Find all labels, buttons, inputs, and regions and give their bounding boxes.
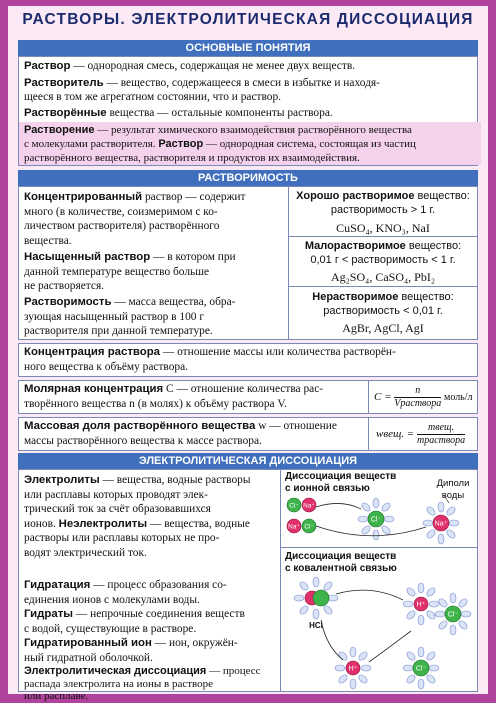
arrow	[316, 503, 361, 509]
definition-solubility: Растворимость — масса вещества, обра- зующая насыщенный раствор в 100 г растворителя при данной температуре.	[24, 296, 236, 337]
definition-electrolytic-dissociation: Электролитическая диссоциация — процесс распада электролита на ионы в растворе или расплаве.	[24, 665, 261, 702]
hydrated-cl-ion-right	[435, 593, 471, 635]
hydrated-na-ion	[423, 502, 459, 544]
well-soluble-heading: Хорошо растворимое вещество: растворимость > 1 г.	[296, 190, 470, 216]
definition-solutes: Растворённые вещества — остальные компоненты раствора.	[24, 107, 333, 119]
insoluble-examples: AgBr, AgCl, AgI	[342, 321, 424, 335]
definition-electrolytes: Электролиты — вещества, водные растворы или расплавы которых проводят элек- трический ток за счёт образовавшихся ионов. Неэлектролиты — вещества, водные растворы или расплавы которых не про- водят электрический ток.	[24, 474, 251, 559]
ion-label: H⁺	[348, 665, 358, 673]
diagram-water-dipoles-label: Диполи воды	[436, 478, 470, 501]
diagram-ionic-title: Диссоциация веществ с ионной связью	[285, 471, 397, 494]
hydrated-cl-ion	[358, 498, 394, 540]
definition-hydrated-ion: Гидратированный ион — ион, окружён- ный гидратной оболочкой.	[24, 637, 238, 664]
diagram-ionic	[281, 495, 477, 547]
hydrated-h-ion-top	[403, 583, 439, 625]
ion-label: Cl⁻	[447, 611, 459, 619]
hydrated-h-ion-bottom	[335, 647, 371, 689]
mass-fraction-formula: wвещ. = $\frac{\text{mвещ.}}{\text{mраствора}}$	[376, 422, 466, 446]
slightly-soluble-examples: Ag₂SO₄, CaSO₄, PbI₂	[330, 270, 436, 284]
poster	[8, 6, 488, 702]
divider	[368, 380, 369, 414]
page-title: РАСТВОРЫ. ЭЛЕКТРОЛИТИЧЕСКАЯ ДИССОЦИАЦИЯ	[22, 11, 474, 28]
ion-label: Cl⁻	[370, 516, 382, 524]
definition-solvent: Растворитель — вещество, содержащееся в смеси в избытке и находя- щееся в том же агрегатном состоянии, что и раствор.	[24, 77, 380, 103]
divider	[289, 286, 478, 287]
definition-concentration: Концентрация раствора — отношение массы или количества растворён- ного вещества к объёму раствора.	[24, 346, 396, 373]
ion-label: H⁺	[416, 601, 426, 609]
insoluble-heading: Нерастворимое вещество: растворимость < 0,01 г.	[312, 291, 454, 317]
arrow	[316, 526, 426, 536]
definition-concentrated: Концентрированный раствор — содержит много (в количестве, соизмеримом с ко- личеством растворителя) растворённого вещества.	[24, 191, 246, 247]
ion-label: Cl⁻	[289, 502, 299, 510]
arrow	[369, 631, 411, 662]
section-header-basic: ОСНОВНЫЕ ПОНЯТИЯ	[18, 40, 478, 56]
ionic-lattice	[287, 498, 316, 533]
hydrated-cl-ion-bottom	[403, 647, 439, 689]
ion-label: Cl⁻	[304, 523, 314, 531]
ion-label: Na⁺	[434, 520, 448, 528]
hcl-molecule	[294, 577, 338, 619]
molar-formula: C = $\frac{n}{\text{Vраствора}}$ моль/л	[374, 385, 473, 409]
definition-solution: Раствор — однородная смесь, содержащая не менее двух веществ.	[24, 60, 356, 72]
divider	[280, 547, 478, 548]
section-header-dissociation: ЭЛЕКТРОЛИТИЧЕСКАЯ ДИССОЦИАЦИЯ	[18, 453, 478, 469]
solubility-divider	[288, 186, 289, 340]
definition-dissolution: Растворение — результат химического взаимодействия растворённого вещества с молекулами растворителя. Раствор — однородная система, состоящая из частиц растворённого вещества, растворителя и продуктов их взаимодействия.	[19, 122, 481, 165]
divider	[368, 417, 369, 451]
hcl-label: HCl	[309, 621, 323, 630]
well-soluble-examples: CuSO₄, KNO₃, NaI	[336, 221, 430, 235]
definition-saturated: Насыщенный раствор — в котором при данной температуре вещество больше не растворяется.	[24, 251, 236, 292]
divider	[289, 236, 478, 237]
section-header-solubility: РАСТВОРИМОСТЬ	[18, 170, 478, 186]
definition-hydration: Гидратация — процесс образования со- единения ионов с молекулами воды.	[24, 579, 227, 606]
diagram-covalent	[281, 576, 477, 691]
ion-label: Na⁺	[288, 523, 300, 531]
definition-hydrates: Гидраты — непрочные соединения веществ с водой, существующие в растворе.	[24, 608, 245, 635]
ion-label: Na⁺	[303, 502, 315, 510]
pointer-line	[441, 495, 449, 503]
ion-label: Cl⁻	[415, 665, 427, 673]
slightly-soluble-heading: Малорастворимое вещество: 0,01 г < растворимость < 1 г.	[304, 240, 462, 266]
arrow	[336, 590, 403, 600]
diagram-covalent-title: Диссоциация веществ с ковалентной связью	[285, 551, 397, 574]
definition-mass-fraction: Массовая доля растворённого вещества w — отношение массы растворённого вещества к массе раствора.	[24, 420, 337, 447]
definition-molar: Молярная концентрация C — отношение количества рас- творённого вещества n (в молях) к объёму раствора V.	[24, 383, 324, 410]
